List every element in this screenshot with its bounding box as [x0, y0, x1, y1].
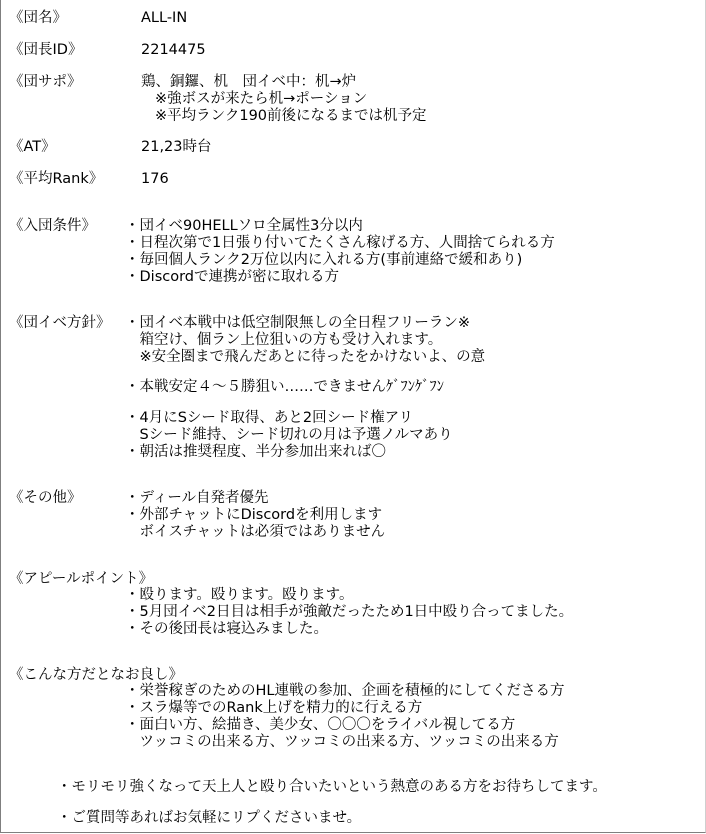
event-policy-line: ・朝活は推奨程度、半分参加出来れば〇: [125, 444, 386, 460]
team-support-line: ※強ボスが来たら机→ポーション: [155, 91, 368, 107]
ideal-member-line: ・スラ爆等でのRank上げを精力的に行える方: [125, 700, 423, 716]
event-policy-line: ・4月にSシード取得、あと2回シード権アリ: [125, 410, 414, 426]
team-name-label: 《団名》: [9, 10, 67, 26]
average-rank-label: 《平均Rank》: [9, 171, 104, 187]
requirements-label: 《入団条件》: [9, 218, 96, 234]
other-label: 《その他》: [9, 490, 82, 506]
appeal-line: ・その後団長は寝込みました。: [125, 621, 328, 637]
ideal-member-line: ツッコミの出来る方、ツッコミの出来る方、ツッコミの出来る方: [125, 734, 559, 750]
closing-line: ・モリモリ強くなって天上人と殴り合いたいという熱意のある方をお待ちしてます。: [57, 779, 607, 795]
ideal-member-line: ・栄誉稼ぎのためのHL連戦の参加、企画を積極的にしてくださる方: [125, 683, 565, 699]
other-line: ・外部チャットにDiscordを利用します: [125, 507, 383, 523]
team-name-value: ALL-IN: [141, 10, 188, 26]
active-time-value: 21,23時台: [141, 139, 212, 155]
requirements-line: ・団イベ90HELLソロ全属性3分以内: [125, 218, 363, 234]
other-line: ボイスチャットは必須ではありません: [125, 524, 386, 540]
leader-id-label: 《団長ID》: [9, 42, 83, 58]
team-support-line: 鶏、銅鑼、机 団イベ中：机→炉: [141, 74, 357, 90]
other-line: ・ディール自発者優先: [125, 490, 269, 506]
event-policy-line: ※安全圏まで飛んだあとに待ったをかけないよ、の意: [125, 349, 486, 365]
active-time-label: 《AT》: [9, 139, 56, 155]
average-rank-value: 176: [141, 171, 169, 187]
event-policy-line: 箱空け、個ラン上位狙いの方も受け入れます。: [125, 332, 443, 348]
event-policy-line: ・本戦安定４～５勝狙い……できませんｹﾞﾌﾝｹﾞﾌﾝ: [125, 379, 444, 395]
team-support-label: 《団サポ》: [9, 74, 82, 90]
ideal-member-label: 《こんな方だとなお良し》: [9, 667, 183, 683]
leader-id-value: 2214475: [141, 42, 206, 58]
event-policy-line: Sシード維持、シード切れの月は予選ノルマあり: [125, 427, 453, 443]
requirements-line: ・毎回個人ランク2万位以内に入れる方(事前連絡で緩和あり): [125, 252, 523, 268]
event-policy-label: 《団イベ方針》: [9, 315, 111, 331]
requirements-line: ・Discordで連携が密に取れる方: [125, 269, 340, 285]
requirements-line: ・日程次第で1日張り付いてたくさん稼げる方、人間捨てられる方: [125, 235, 555, 251]
appeal-line: ・殴ります。殴ります。殴ります。: [125, 587, 354, 603]
ideal-member-line: ・面白い方、絵描き、美少女、〇〇〇をライバル視してる方: [125, 717, 516, 733]
team-support-line: ※平均ランク190前後になるまでは机予定: [155, 108, 427, 124]
closing-line: ・ご質問等あればお気軽にリプくださいませ。: [57, 810, 362, 826]
appeal-label: 《アピールポイント》: [9, 571, 154, 587]
event-policy-line: ・団イベ本戦中は低空制限無しの全日程フリーラン※: [125, 315, 471, 331]
appeal-line: ・5月団イベ2日目は相手が強敵だったため1日中殴り合ってました。: [125, 604, 574, 620]
